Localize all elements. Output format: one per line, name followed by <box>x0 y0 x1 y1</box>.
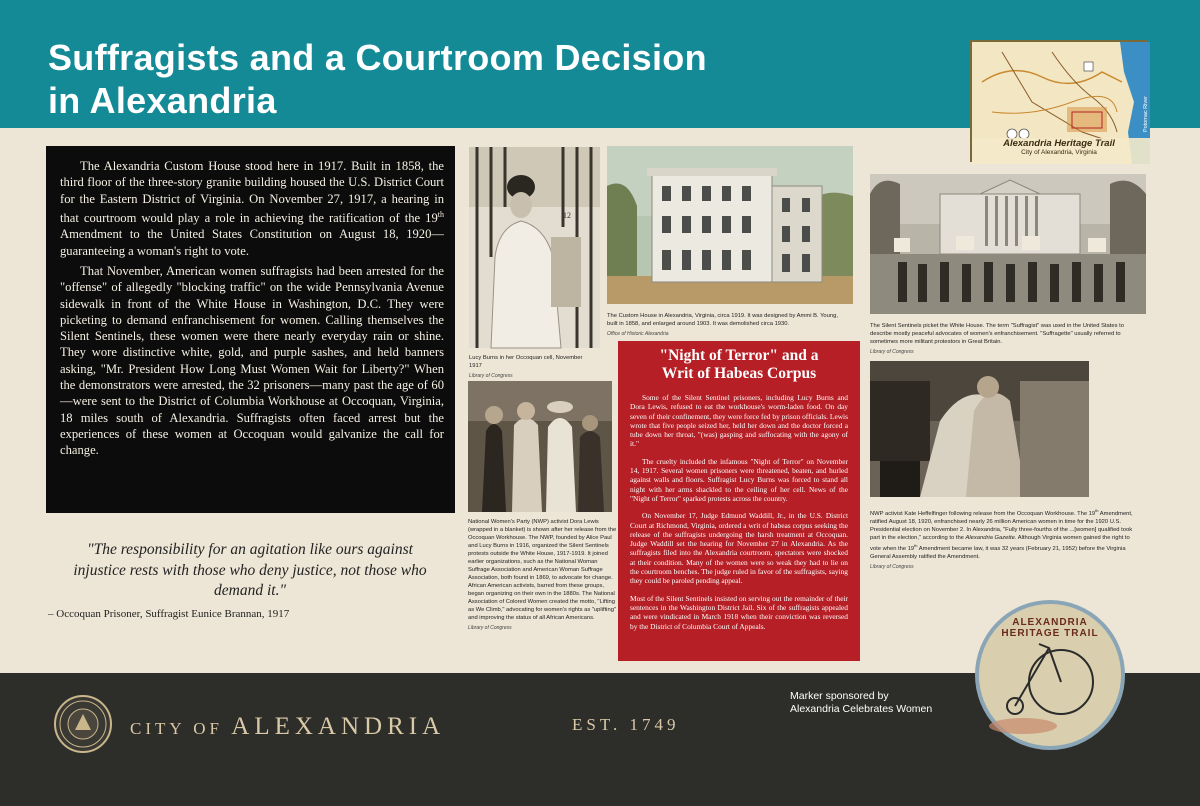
river-label: Potomac River <box>1143 96 1149 133</box>
red-paragraph-3: On November 17, Judge Edmund Waddill, Jr., in the U.S. District Court at Richmond, Virginia, ordered a writ of habeas corpus seeking the release of the suffragists undergoing the harsh treatment at Occoquan. Judge Waddill set the hearing for November 27 in Alexandria. As the suffragists filed into the Alexandria courtroom, spectators were shocked at their condition. Many of the women were so weak they had to lie on the courtroom benches. The judge ruled in favor of the suffragists, saying they could be paroled pending appeal. <box>630 511 848 586</box>
intro-paragraph-1 <box>60 158 444 259</box>
title-line-1: Suffragists and a Courtroom Decision <box>48 37 707 78</box>
cell-number: 12 <box>563 211 571 220</box>
intro-p1-part1: The Alexandria Custom House stood here in 1917. Built in 1858, the third floor of the three-story granite building housed the U.S. District Court for the Eastern District of Virginia. On November 27, 1917, a hearing in that courtroom would play a role in achieving the ratification of the 19 <box>60 159 444 226</box>
caption-white-house-text: The Silent Sentinels picket the White House. The term "Suffragist" was used in the United States to describe mostly peaceful advocates of women's enfranchisement. "Suffragette" usually referred to sometimes more militant protestors in Great Britain. <box>870 323 1124 345</box>
sponsor-note <box>790 690 932 716</box>
quote-attribution: – Occoquan Prisoner, Suffragist Eunice Brannan, 1917 <box>48 608 290 620</box>
map-subtitle: City of Alexandria, Virginia <box>1021 149 1097 156</box>
night-of-terror-panel <box>618 341 860 661</box>
photo-custom-house <box>607 146 853 304</box>
photo-white-house-pickets <box>870 174 1146 314</box>
heritage-trail-map <box>970 40 1148 162</box>
intro-p1-superscript: th <box>437 209 444 219</box>
map-label <box>972 138 1146 156</box>
alexandria-text: ALEXANDRIA <box>231 713 446 740</box>
photo-kate-heffelfinger <box>870 361 1089 497</box>
caption-heff-b: Amendment, ratified August 18, 1920, enfranchised nearly 26 million American women in time for the 1920 U.S. Presidential election on November 2. In Alexandria, "Fully three-fourths of the ...[women] qualified took part in the election," according to the <box>870 510 1133 541</box>
city-seal-logo <box>54 695 112 753</box>
caption-custom-house-text: The Custom House in Alexandria, Virginia, circa 1919. It was designed by Ammi B. Young, built in 1858, and enlarged around 1903. It was demolished circa 1930. <box>607 313 838 327</box>
sponsor-line-1: Marker sponsored by <box>790 690 889 702</box>
red-paragraph-4: Most of the Silent Sentinels insisted on serving out the remainder of their sentences in the Washington District Jail. Six of the suffragists appealed and were vindicated in March 1918 when their conviction was reversed by the District of Columbia Court of Appeals. <box>630 593 848 631</box>
caption-lucy-burns <box>469 354 589 380</box>
red-title-line-2: Writ of Habeas Corpus <box>661 365 817 382</box>
caption-custom-house-credit: Office of Historic Alexandria <box>607 331 669 337</box>
red-paragraph-2: The cruelty included the infamous "Night of Terror" on November 14, 1917. Several women prisoners were threatened, beaten, and hurled against walls and floors. Suffragist Lucy Burns was forced to stand all night with her arms shackled to the ceiling of her cell. News of the "Night of Terror" sparked protests across the country. <box>630 456 848 503</box>
caption-heff-c: . Although Virginia women gained the right to vote when the 19 <box>870 534 1130 552</box>
caption-heff-a: NWP activist Kate Heffelfinger following release from the Occoquan Workhouse. The 19 <box>870 510 1096 517</box>
photo-lucy-burns-cell <box>469 147 600 348</box>
caption-heff-d: Amendment became law, it was 32 years (February 21, 1952) before the Virginia General Assembly ratified the Amendment. <box>870 545 1126 560</box>
intro-p1-part2: Amendment to the United States Constitution on August 18, 1920—guaranteeing a woman's right to vote. <box>60 227 444 258</box>
caption-heff-credit: Library of Congress <box>870 563 914 570</box>
caption-heff-italic: Alexandria Gazette <box>965 534 1015 541</box>
caption-nwp <box>468 518 618 632</box>
red-title-line-1: "Night of Terror" and a <box>659 347 819 364</box>
caption-white-house-credit: Library of Congress <box>870 349 914 355</box>
caption-lucy-credit: Library of Congress <box>469 373 513 379</box>
sponsor-line-2: Alexandria Celebrates Women <box>790 703 933 715</box>
caption-nwp-text: National Women's Party (NWP) activist Dora Lewis (wrapped in a blanket) is shown after her release from the Occoquan Workhouse. The NWP, founded by Alice Paul and Lucy Burns in 1916, organized the Silent Sentinels protests outside the White House, 1917-1919. It joined earlier organizations, such as the National Woman Suffrage Association and American Woman Suffrage Association, both found in 1869, to advocate for change. African American activists, barred from these groups, began organizing on their own in the 1880s. The National Association of Colored Women created the motto, "Lifting as We Climb," advocating for women's rights as "uplifting" and improving the status of all African Americans. <box>468 519 617 621</box>
established-year: EST. 1749 <box>572 715 680 734</box>
red-paragraph-1: Some of the Silent Sentinel prisoners, including Lucy Burns and Dora Lewis, refused to eat the workhouse's worm-laden food. On day seven of their confinement, they were force fed by prison officials. Lewis wrote that five people seized her, held her down and the doctor forced a tube down her throat, "(was) gasping and suffocating with the agony of it." <box>630 393 848 449</box>
map-title: Alexandria Heritage Trail <box>1003 138 1115 149</box>
intro-paragraph-2: That November, American women suffragists had been arrested for the "offense" of allegedly "blocking traffic" on the wide Pennsylvania Avenue sidewalk in front of the White House in Washington, D.C. They were picketing to demand enfranchisement for women. Calling themselves the Silent Sentinels, these women were there nearly everyday rain or shine. They wore distinctive white, gold, and purple sashes, and held banners asking, "Mr. President How Long Must Women Wait for Liberty?" When the demonstrators were arrested, the 32 prisoners—many past the age of 60—were sent to the District of Columbia Workhouse at Occoquan, Virginia, 18 miles south of Alexandria. Suffragists often faced arrest but the experiences of these women at Occoquan would galvanize the call for change. <box>60 263 444 458</box>
caption-heffelfinger <box>870 507 1140 571</box>
photo-dora-lewis-release <box>468 381 612 512</box>
caption-lucy-text: Lucy Burns in her Occoquan cell, November 1917 <box>469 355 583 369</box>
page-title <box>48 36 928 122</box>
city-of-text: CITY OF <box>130 719 224 738</box>
night-of-terror-heading <box>630 347 848 383</box>
pull-quote <box>60 540 440 602</box>
quote-text: "The responsibility for an agitation like ours against injustice rests with those who deny justice, not those who demand it." <box>73 541 427 599</box>
badge-title: ALEXANDRIA HERITAGE TRAIL <box>1001 617 1099 639</box>
caption-nwp-credit: Library of Congress <box>468 625 512 631</box>
caption-heff-sup2: th <box>914 542 918 548</box>
city-wordmark <box>130 713 445 741</box>
caption-white-house <box>870 322 1140 356</box>
caption-heff-sup1: th <box>1095 508 1099 513</box>
intro-text-box <box>46 146 455 513</box>
title-line-2: in Alexandria <box>48 80 277 121</box>
caption-custom-house <box>607 312 843 338</box>
